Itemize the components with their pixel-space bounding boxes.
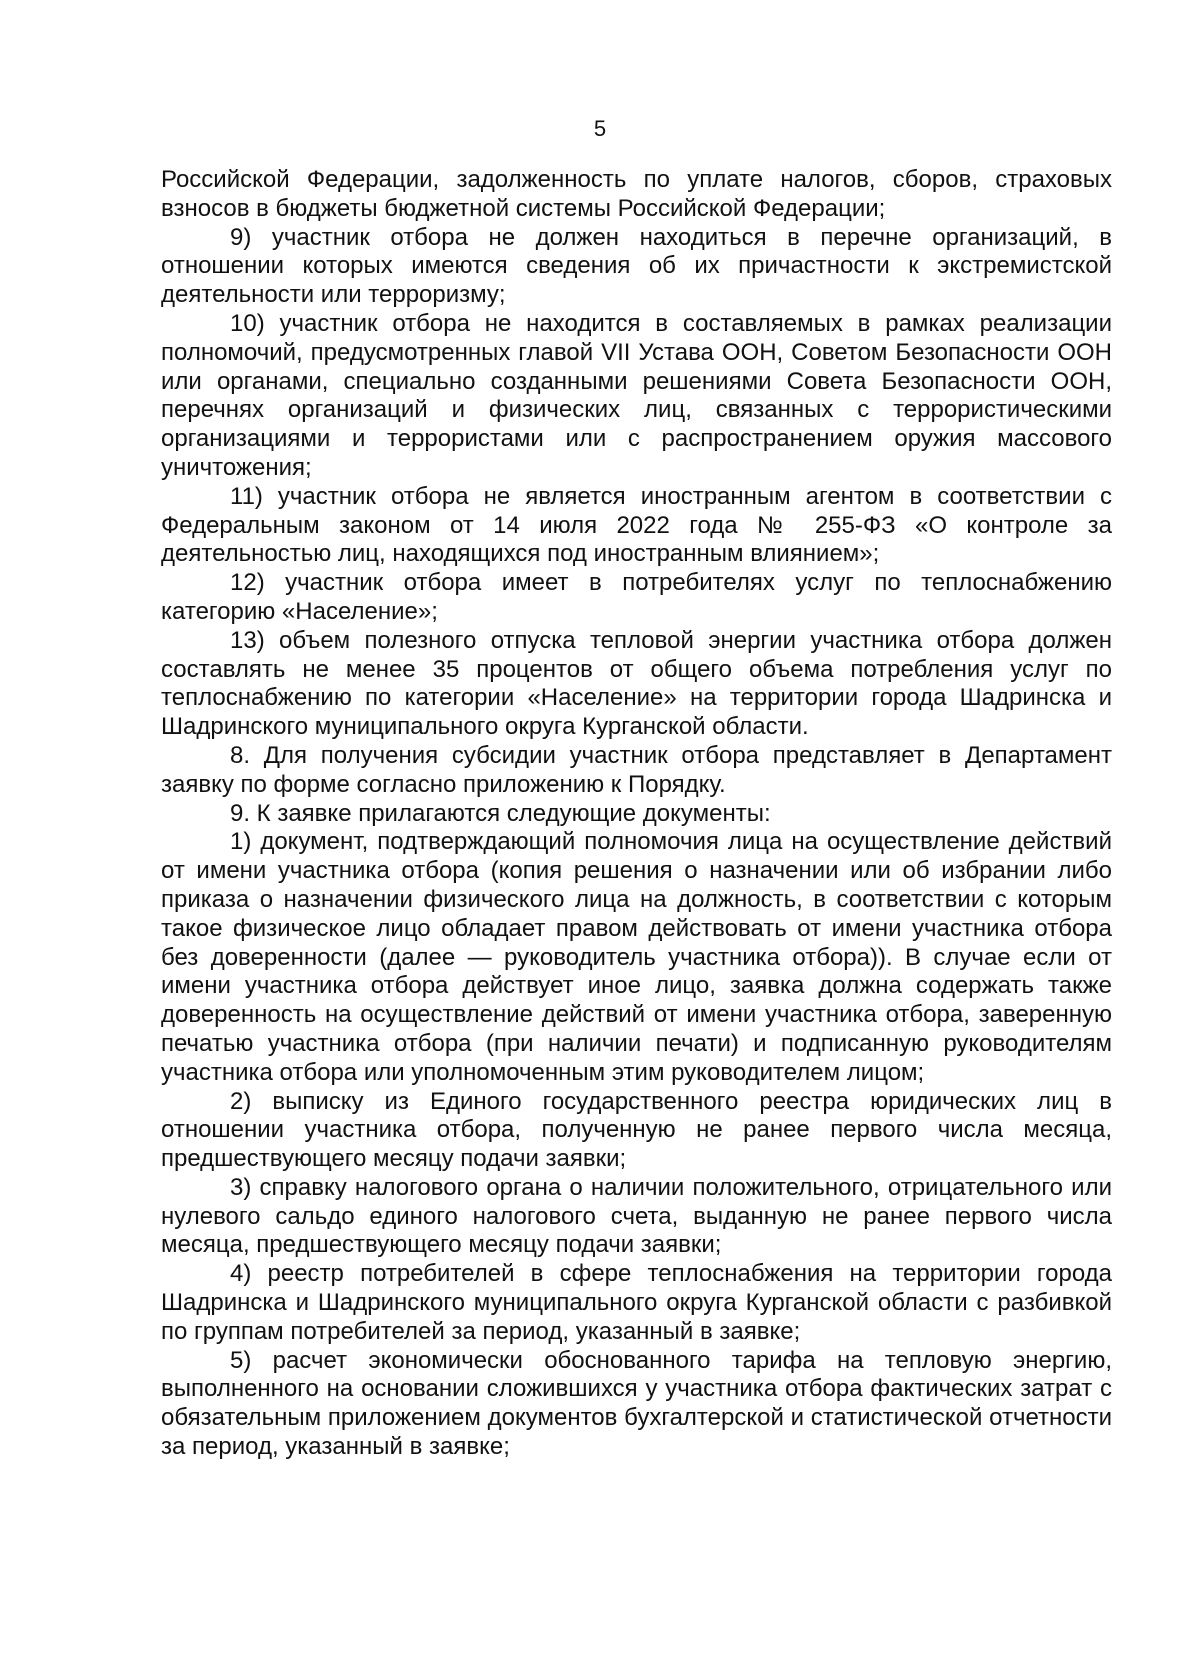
paragraph-section-8: 8. Для получения субсидии участник отбора представляет в Департамент заявку по форме согласно приложению к Порядку. xyxy=(161,741,1112,798)
paragraph-section-9: 9. К заявке прилагаются следующие документы: xyxy=(230,799,771,827)
paragraph-doc-1: 1) документ, подтверждающий полномочия лица на осуществление действий от имени участника отбора (копия решения о назначении или об избрании либо приказа о назначении физического лица на должность, в соответствии с которым такое физическое лицо обладает правом действовать от имени участника отбора без доверенности (далее — руководитель участника отбора)). В случае если от имени участника отбора действует иное лицо, заявка должна содержать также доверенность на осуществление действий от имени участника отбора, заверенную печатью участника отбора (при наличии печати) и подписанную руководителям участника отбора или уполномоченным этим руководителем лицом; xyxy=(161,828,1112,1086)
paragraph-item-12: 12) участник отбора имеет в потребителях услуг по теплоснабжению категорию «Население»; xyxy=(161,569,1112,625)
paragraph-item-11: 11) участник отбора не является иностранным агентом в соответствии с Федеральным законом от 14 июля 2022 года № 255-ФЗ «О контроле за деятельностью лиц, находящихся под иностранным влиянием»; xyxy=(161,482,1112,568)
document-body xyxy=(161,166,1112,1462)
paragraph-item-13: 13) объем полезного отпуска тепловой энергии участника отбора должен составлять не менее 35 процентов от общего объема потребления услуг по теплоснабжению по категории «Население» на территории города Шадринска и Шадринского муниципального округа Курганской области. xyxy=(161,626,1112,741)
paragraph-doc-2: 2) выписку из Единого государственного реестра юридических лиц в отношении участника отбора, полученную не ранее первого числа месяца, предшествующего месяцу подачи заявки; xyxy=(161,1087,1112,1173)
page-number: 5 xyxy=(593,116,607,141)
paragraph-item-9: 9) участник отбора не должен находиться в перечне организаций, в отношении которых имеются сведения об их причастности к экстремистской деятельности или терроризму; xyxy=(161,223,1112,309)
paragraph-doc-5: 5) расчет экономически обоснованного тарифа на тепловую энергию, выполненного на основании сложившихся у участника отбора фактических затрат с обязательным приложением документов бухгалтерской и статистической отчетности за период, указанный в заявке; xyxy=(161,1346,1112,1461)
paragraph-doc-3: 3) справку налогового органа о наличии положительного, отрицательного или нулевого сальдо единого налогового счета, выданную не ранее первого числа месяца, предшествующего месяцу подачи заявки; xyxy=(161,1173,1112,1259)
paragraph-doc-4: 4) реестр потребителей в сфере теплоснабжения на территории города Шадринска и Шадринского муниципального округа Курганской области с разбивкой по группам потребителей за период, указанный в заявке; xyxy=(161,1260,1112,1345)
paragraph-continuation: Российской Федерации, задолженность по уплате налогов, сборов, страховых взносов в бюджеты бюджетной системы Российской Федерации; xyxy=(161,166,1112,222)
paragraph-item-10: 10) участник отбора не находится в составляемых в рамках реализации полномочий, предусмотренных главой VII Устава ООН, Советом Безопасности ООН или органами, специально созданными решениями Совета Безопасности ООН, перечнях организаций и физических лиц, связанных с террористическими организациями и террористами или с распространением оружия массового уничтожения; xyxy=(161,309,1112,481)
